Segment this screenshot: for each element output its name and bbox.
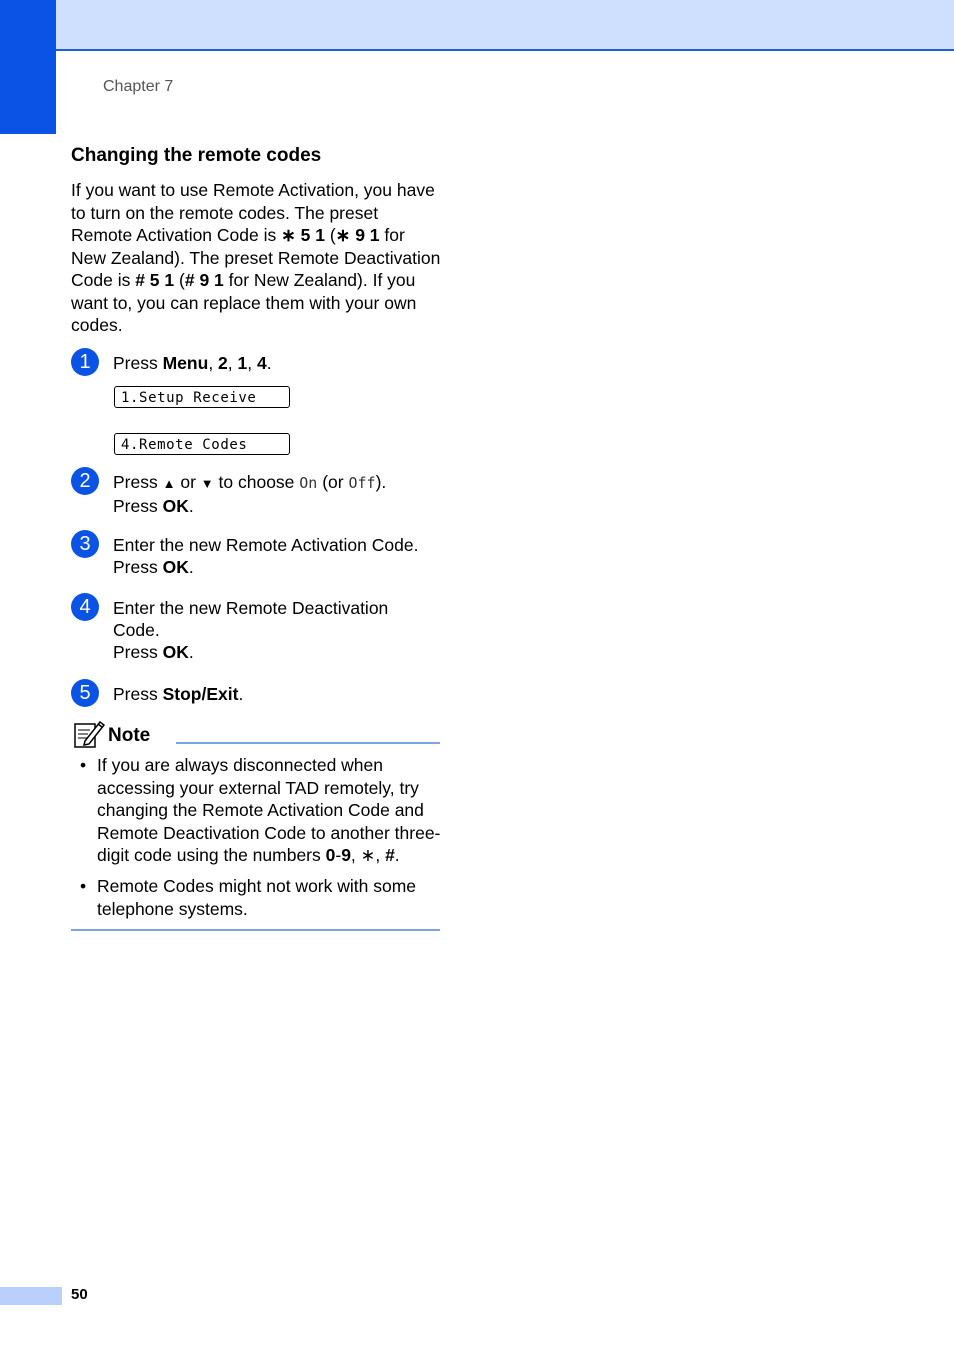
step-number: 4 [71,593,99,621]
step-number: 5 [71,679,99,707]
note-end-divider [71,929,440,931]
step-text: Press Stop/Exit. [113,684,244,704]
bullet-marker: • [80,876,87,896]
step-number: 2 [71,467,99,495]
section-title: Changing the remote codes [71,145,322,166]
chapter-tab [0,0,56,134]
up-arrow-icon: ▲ [162,476,176,491]
down-arrow-icon: ▼ [200,476,214,491]
bullet-text: Remote Codes might not work with some telephone systems. [97,876,417,919]
header-bar [56,0,954,51]
note-icon [73,719,105,754]
note-divider [176,742,440,744]
note-label: Note [108,725,151,746]
chapter-label: Chapter 7 [103,78,174,95]
step-number: 3 [71,530,99,558]
bullet-marker: • [80,755,87,775]
step-number: 1 [71,348,99,376]
intro-paragraph: If you want to use Remote Activation, you have to turn on the remote codes. The preset Remote Activation Code is ∗ 5 1 (∗ 9 1 for New Zealand). The preset Remote Deactivation Code is # 5 1 (# 9 1 for New Zealand). If you want to, you can replace them with your own codes. [71,180,441,335]
step-text: Press Menu, 2, 1, 4. [113,353,272,373]
step-text: Press ▲ or ▼ to choose On (or Off). Press OK. [113,472,387,516]
page-number: 50 [71,1286,88,1303]
step-text: Enter the new Remote Deactivation Code. Press OK. [113,598,389,662]
step-text: Enter the new Remote Activation Code. Press OK. [113,535,419,577]
bullet-text: If you are always disconnected when accessing your external TAD remotely, try changing the Remote Activation Code and Remote Deactivation Code to another three-digit code using the numbers 0-9, ∗, #. [97,755,441,865]
footer-bar [0,1287,62,1305]
lcd-display: 1.Setup Receive [114,386,290,408]
lcd-display: 4.Remote Codes [114,433,290,455]
